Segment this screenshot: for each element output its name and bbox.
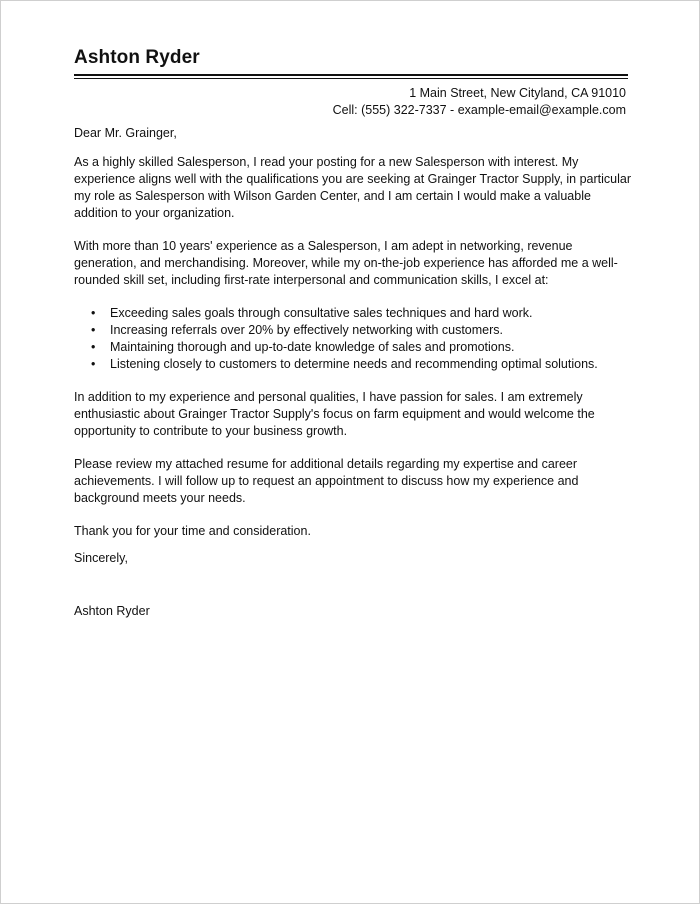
- paragraph-passion: In addition to my experience and personal qualities, I have passion for sales. I am extremely enthusiastic about Grainger Tractor Supply's focus on farm equipment and would welcome the opportunity to contribute to your business growth.: [74, 390, 595, 438]
- contact-block: [333, 85, 626, 119]
- paragraph-follow-up: Please review my attached resume for additional details regarding my expertise and career achievements. I will follow up to request an appointment to discuss how my experience and background meets your needs.: [74, 457, 579, 505]
- sender-address: 1 Main Street, New Cityland, CA 91010: [409, 86, 626, 100]
- signature-name: Ashton Ryder: [74, 604, 150, 618]
- letter-body: [74, 125, 634, 620]
- header-rule-thick: [74, 74, 628, 76]
- thanks-line: Thank you for your time and consideration.: [74, 524, 311, 538]
- list-item: • Increasing referrals over 20% by effectively networking with customers.: [110, 322, 634, 339]
- closing-line: Sincerely,: [74, 551, 128, 565]
- header-rule-thin: [74, 78, 628, 79]
- list-item: • Maintaining thorough and up-to-date knowledge of sales and promotions.: [110, 339, 634, 356]
- list-item: • Listening closely to customers to determine needs and recommending optimal solutions.: [110, 356, 634, 373]
- skills-list: [74, 305, 634, 373]
- paragraph-experience: With more than 10 years' experience as a Salesperson, I am adept in networking, revenue generation, and merchandising. Moreover, while my on-the-job experience has afforded me a well-rounded skill set, including first-rate interpersonal and communication skills, I excel at:: [74, 239, 618, 287]
- sender-name: Ashton Ryder: [74, 47, 200, 68]
- salutation: Dear Mr. Grainger,: [74, 126, 177, 140]
- paragraph-intro: As a highly skilled Salesperson, I read your posting for a new Salesperson with interest. My experience aligns well with the qualifications you are seeking at Grainger Tractor Supply, in particular my role as Salesperson with Wilson Garden Center, and I am certain I would make a valuable addition to your organization.: [74, 155, 632, 220]
- list-item: • Exceeding sales goals through consultative sales techniques and hard work.: [110, 305, 634, 322]
- sender-contact-line: Cell: (555) 322-7337 - example-email@example.com: [332, 103, 626, 117]
